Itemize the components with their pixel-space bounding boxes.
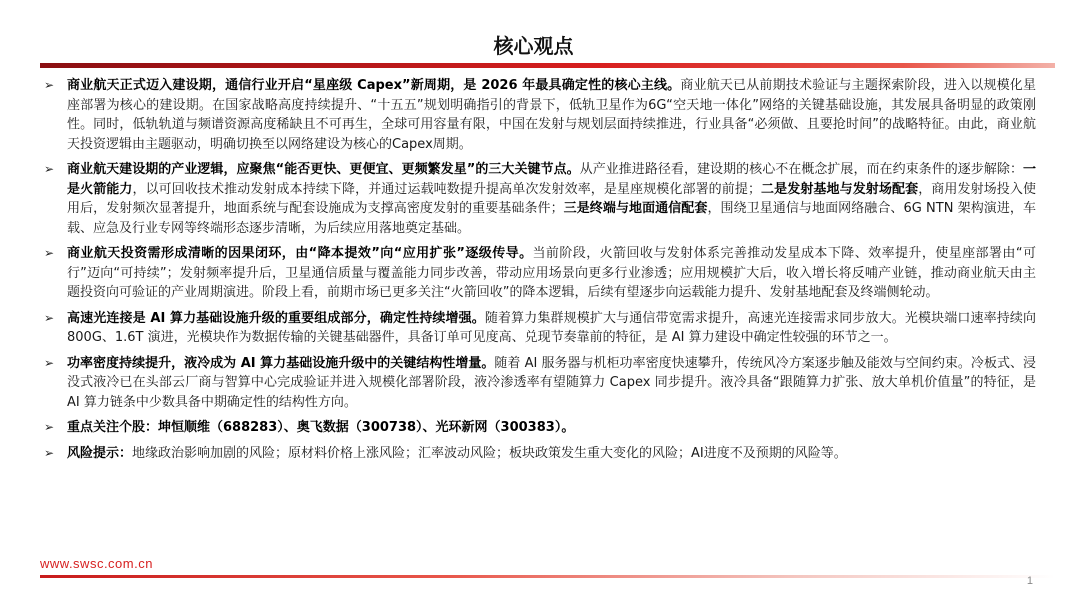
key-point-bold-text: 二是发射基地与发射场配套 xyxy=(760,181,919,197)
key-point-text: ，以可回收技术推动发射成本持续下降，并通过运载吨数提升提高单次发射效率，是星座规模化部署的前提； xyxy=(132,181,761,197)
key-point-item xyxy=(40,354,1036,413)
title-underline-bar xyxy=(40,63,1055,68)
key-point-bold-text: 功率密度持续提升，液冷成为 AI 算力基础设施升级中的关键结构性增量。 xyxy=(67,355,495,371)
key-point-item xyxy=(40,309,1036,348)
key-point-text: 随着算力集群规模扩大与通信带宽需求提升，高速光连接需求同步放大。光模块端口速率持续向 800G、1.6T 演进，光模块作为数据传输的关键基础器件，具备订单可见度高、兑现节奏靠前的特征，是 AI 算力建设中确定性较强的环节之一。 xyxy=(67,310,1036,345)
arrow-bullet-icon: ➢ xyxy=(44,355,55,370)
key-point-bold-text: 高速光连接是 AI 算力基础设施升级的重要组成部分，确定性持续增强。 xyxy=(67,310,485,326)
arrow-bullet-icon: ➢ xyxy=(44,445,55,460)
key-point-text: 从产业推进路径看，建设期的核心不在概念扩展，而在约束条件的逐步解除： xyxy=(579,162,1023,177)
key-point-text: 商业航天已从前期技术验证与主题探索阶段，进入以规模化星座部署为核心的建设期。在国家战略高度持续提升、“十五五”规划明确指引的背景下，低轨卫星作为6G“空天地一体化”网络的关键基础设施，其发展具备明显的政策刚性。同时，低轨轨道与频谱资源高度稀缺且不可再生，全球可用容量有限，中国在发射与规划层面持续推进，行业具备“必须做、且要抢时间”的战略特征。由此，商业航天投资逻辑由主题驱动，明确切换至以网络建设为核心的Capex周期。 xyxy=(67,78,1036,152)
key-point-bold-text: 重点关注个股：坤恒顺维（688283）、奥飞数据（300738）、光环新网（300383）。 xyxy=(67,420,575,435)
key-point-bold-text: 商业航天建设期的产业逻辑，应聚焦“能否更快、更便宜、更频繁发星”的三大关键节点。 xyxy=(67,162,580,177)
arrow-bullet-icon: ➢ xyxy=(44,310,55,325)
arrow-bullet-icon: ➢ xyxy=(44,246,55,260)
key-point-bold-text: 三是终端与地面通信配套 xyxy=(563,201,708,216)
key-point-text: 随着 AI 服务器与机柜功率密度快速攀升，传统风冷方案逐步触及能效与空间约束。冷板式、浸没式液冷已在头部云厂商与智算中心完成验证并进入规模化部署阶段，液冷渗透率有望随算力 Capex 同步提升。液冷具备“跟随算力扩张、放大单机价值量”的特征，是 AI 算力链条中少数具备中期确定性的结构性方向。 xyxy=(67,355,1036,410)
footer-divider-bar xyxy=(40,575,1055,578)
key-point-bold-text: 一是火箭能力 xyxy=(67,162,1036,197)
arrow-bullet-icon: ➢ xyxy=(44,78,55,92)
key-point-item xyxy=(40,444,1036,464)
arrow-bullet-icon: ➢ xyxy=(44,420,55,434)
key-points-list xyxy=(40,76,1036,469)
key-point-text: 当前阶段，火箭回收与发射体系完善推动发星成本下降、效率提升，使星座部署由“可行”迈向“可持续”；发射频率提升后，卫星通信质量与覆盖能力同步改善，带动应用场景向更多行业渗透；应用规模扩大后，收入增长将反哺产业链，推动商业航天由主题投资向可验证的产业周期演进。阶段上看，前期市场已更多关注“火箭回收”的降本逻辑，后续有望逐步向运载能力提升、发射基地配套及终端侧轮动。 xyxy=(67,246,1036,300)
footer-website-link[interactable]: www.swsc.com.cn xyxy=(40,556,153,571)
key-point-text: ，商用发射场投入使用后，发射频次显著提升，地面系统与配套设施成为支撑高密度发射的重要基础条件； xyxy=(67,181,1036,216)
key-point-bold-text: 风险提示： xyxy=(67,445,133,461)
key-point-item xyxy=(40,244,1036,303)
key-point-text: ，围绕卫星通信与地面网络融合、6G NTN 架构演进，车载、应急及行业专网等终端形态逐步清晰，为后续应用落地奠定基础。 xyxy=(67,201,1036,236)
page-number: 1 xyxy=(1026,575,1033,587)
key-point-item xyxy=(40,418,1036,438)
key-point-item xyxy=(40,76,1036,154)
arrow-bullet-icon: ➢ xyxy=(44,162,55,176)
key-point-item xyxy=(40,160,1036,238)
key-point-bold-text: 商业航天投资需形成清晰的因果闭环，由“降本提效”向“应用扩张”逐级传导。 xyxy=(67,246,533,261)
key-point-bold-text: 商业航天正式迈入建设期，通信行业开启“星座级 Capex”新周期，是 2026 年最具确定性的核心主线。 xyxy=(67,78,681,93)
key-point-text: 地缘政治影响加剧的风险；原材料价格上涨风险；汇率波动风险；板块政策发生重大变化的风险；AI进度不及预期的风险等。 xyxy=(132,445,847,461)
page-title: 核心观点 xyxy=(493,34,574,58)
